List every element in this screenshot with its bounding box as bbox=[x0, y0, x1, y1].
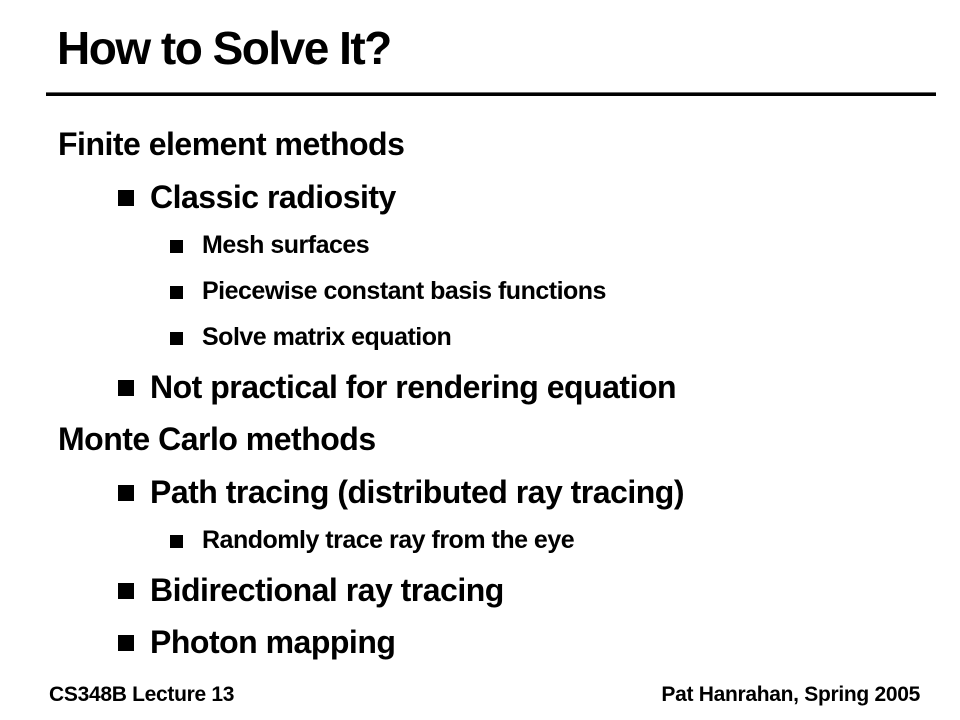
footer-author-label: Pat Hanrahan, Spring 2005 bbox=[661, 683, 920, 706]
outline-item bbox=[46, 475, 946, 527]
square-bullet-icon bbox=[170, 332, 183, 345]
outline-item bbox=[46, 278, 946, 324]
outline-item-text: Piecewise constant basis functions bbox=[202, 277, 606, 305]
outline-item-text: Classic radiosity bbox=[150, 179, 396, 215]
outline-item-text: Photon mapping bbox=[150, 624, 396, 660]
square-bullet-icon bbox=[170, 240, 183, 253]
outline-item-text: Path tracing (distributed ray tracing) bbox=[150, 474, 684, 510]
square-bullet-icon bbox=[170, 535, 183, 548]
square-bullet-icon bbox=[118, 583, 134, 599]
outline-item bbox=[46, 180, 946, 232]
outline-item bbox=[46, 625, 946, 677]
outline-item bbox=[46, 527, 946, 573]
slide-title: How to Solve It? bbox=[57, 22, 391, 74]
square-bullet-icon bbox=[170, 286, 183, 299]
outline-item-text: Finite element methods bbox=[58, 126, 405, 162]
outline-item-text: Not practical for rendering equation bbox=[150, 369, 677, 405]
footer bbox=[49, 683, 920, 707]
outline-item bbox=[46, 573, 946, 625]
outline-item bbox=[46, 422, 946, 475]
square-bullet-icon bbox=[118, 485, 134, 501]
title-underline bbox=[46, 92, 936, 96]
square-bullet-icon bbox=[118, 380, 134, 396]
outline bbox=[46, 127, 946, 677]
outline-item bbox=[46, 324, 946, 370]
outline-item-text: Mesh surfaces bbox=[202, 231, 370, 259]
footer-course-label: CS348B Lecture 13 bbox=[49, 683, 235, 706]
square-bullet-icon bbox=[118, 635, 134, 651]
outline-item bbox=[46, 127, 946, 180]
outline-item-text: Bidirectional ray tracing bbox=[150, 572, 504, 608]
outline-item bbox=[46, 232, 946, 278]
square-bullet-icon bbox=[118, 190, 134, 206]
outline-item-text: Solve matrix equation bbox=[202, 323, 452, 351]
outline-item-text: Randomly trace ray from the eye bbox=[202, 526, 575, 554]
outline-item bbox=[46, 370, 946, 422]
outline-item-text: Monte Carlo methods bbox=[58, 421, 376, 457]
